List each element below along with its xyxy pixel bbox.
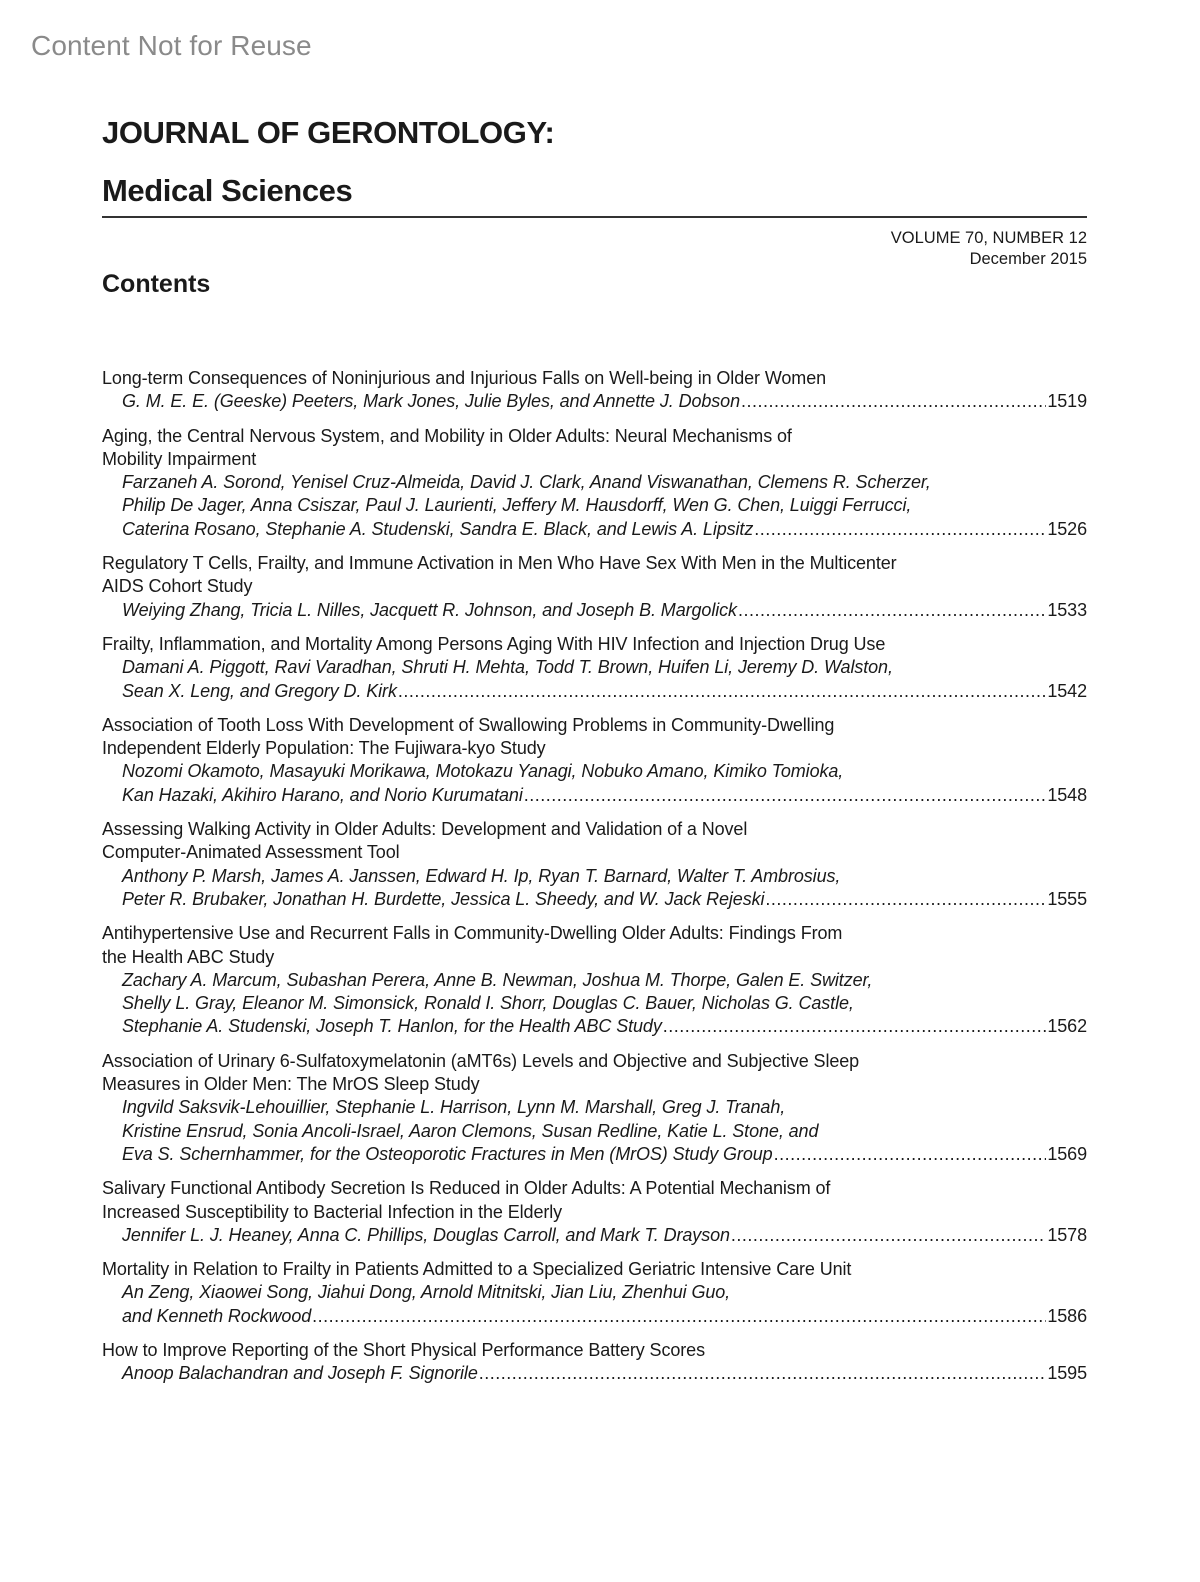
article-title-line: Computer-Animated Assessment Tool bbox=[102, 842, 400, 863]
article-authors-line: Ingvild Saksvik-Lehouillier, Stephanie L. Harrison, Lynn M. Marshall, Greg J. Tranah, bbox=[122, 1097, 786, 1118]
toc-entry[interactable] bbox=[102, 1339, 1087, 1386]
toc-entry[interactable] bbox=[102, 714, 1087, 807]
article-title-line: Regulatory T Cells, Frailty, and Immune Activation in Men Who Have Sex With Men in the Multicenter bbox=[102, 553, 897, 574]
article-authors-last: G. M. E. E. (Geeske) Peeters, Mark Jones, Julie Byles, and Annette J. Dobson bbox=[122, 391, 741, 412]
page-number[interactable]: 1519 bbox=[1047, 391, 1087, 412]
authors-page-line bbox=[102, 784, 1087, 807]
article-authors-line: Kristine Ensrud, Sonia Ancoli-Israel, Aaron Clemons, Susan Redline, Katie L. Stone, and bbox=[122, 1120, 819, 1141]
article-authors-line: Zachary A. Marcum, Subashan Perera, Anne B. Newman, Joshua M. Thorpe, Galen E. Switzer, bbox=[122, 969, 873, 990]
issue-info bbox=[891, 228, 1087, 270]
article-title-line: Antihypertensive Use and Recurrent Falls in Community-Dwelling Older Adults: Findings From bbox=[102, 923, 843, 944]
authors-page-line bbox=[102, 680, 1087, 703]
toc-entry[interactable] bbox=[102, 1177, 1087, 1247]
authors-page-line bbox=[102, 888, 1087, 911]
article-title-line: How to Improve Reporting of the Short Physical Performance Battery Scores bbox=[102, 1339, 705, 1360]
page-number[interactable]: 1555 bbox=[1047, 888, 1087, 909]
watermark-text: Content Not for Reuse bbox=[31, 30, 312, 61]
authors-page-line bbox=[102, 1143, 1087, 1166]
article-authors-last: Stephanie A. Studenski, Joseph T. Hanlon, for the Health ABC Study bbox=[122, 1016, 662, 1037]
article-title-line: Mortality in Relation to Frailty in Patients Admitted to a Specialized Geriatric Intensive Care Unit bbox=[102, 1259, 852, 1280]
authors-page-line bbox=[102, 390, 1087, 413]
toc-entry[interactable] bbox=[102, 633, 1087, 703]
page-number[interactable]: 1526 bbox=[1047, 518, 1087, 539]
article-authors-line: Philip De Jager, Anna Csiszar, Paul J. Laurienti, Jeffery M. Hausdorff, Wen G. Chen, Luiggi Ferrucci, bbox=[122, 495, 912, 516]
journal-subtitle: Medical Sciences bbox=[102, 173, 353, 208]
article-authors-last: Kan Hazaki, Akihiro Harano, and Norio Kurumatani bbox=[122, 784, 523, 805]
article-title-line: Association of Urinary 6-Sulfatoxymelatonin (aMT6s) Levels and Objective and Subjective Sleep bbox=[102, 1050, 860, 1071]
authors-page-line bbox=[102, 518, 1087, 541]
dot-leader bbox=[765, 888, 1046, 911]
toc-entry[interactable] bbox=[102, 922, 1087, 1038]
article-authors-line: Anthony P. Marsh, James A. Janssen, Edward H. Ip, Ryan T. Barnard, Walter T. Ambrosius, bbox=[122, 865, 841, 886]
page-number[interactable]: 1578 bbox=[1047, 1224, 1087, 1245]
dot-leader bbox=[663, 1015, 1047, 1038]
page-number[interactable]: 1569 bbox=[1047, 1143, 1087, 1164]
dot-leader bbox=[741, 390, 1046, 413]
article-title-line: Salivary Functional Antibody Secretion Is Reduced in Older Adults: A Potential Mechanism of bbox=[102, 1178, 831, 1199]
article-authors-last: and Kenneth Rockwood bbox=[122, 1305, 312, 1326]
title-rule bbox=[102, 216, 1087, 218]
page-number[interactable]: 1533 bbox=[1047, 599, 1087, 620]
page-number[interactable]: 1595 bbox=[1047, 1363, 1087, 1384]
article-authors-last: Peter R. Brubaker, Jonathan H. Burdette, Jessica L. Sheedy, and W. Jack Rejeski bbox=[122, 888, 765, 909]
authors-page-line bbox=[102, 1305, 1087, 1328]
authors-page-line bbox=[102, 1224, 1087, 1247]
page-number[interactable]: 1562 bbox=[1047, 1016, 1087, 1037]
toc-entry[interactable] bbox=[102, 1258, 1087, 1328]
article-title-line: AIDS Cohort Study bbox=[102, 576, 253, 597]
article-title-line: Assessing Walking Activity in Older Adults: Development and Validation of a Novel bbox=[102, 819, 748, 840]
article-authors-line: Nozomi Okamoto, Masayuki Morikawa, Motokazu Yanagi, Nobuko Amano, Kimiko Tomioka, bbox=[122, 761, 844, 782]
authors-page-line bbox=[102, 599, 1087, 622]
authors-page-line bbox=[102, 1015, 1087, 1038]
toc-entry[interactable] bbox=[102, 425, 1087, 541]
dot-leader bbox=[731, 1224, 1046, 1247]
article-authors-last: Weiying Zhang, Tricia L. Nilles, Jacquett R. Johnson, and Joseph B. Margolick bbox=[122, 599, 737, 620]
article-title-line: Long-term Consequences of Noninjurious and Injurious Falls on Well-being in Older Women bbox=[102, 368, 827, 388]
authors-page-line bbox=[102, 1362, 1087, 1385]
article-authors-last: Jennifer L. J. Heaney, Anna C. Phillips, Douglas Carroll, and Mark T. Drayson bbox=[122, 1224, 730, 1245]
toc-entry[interactable] bbox=[102, 1050, 1087, 1166]
dot-leader bbox=[398, 680, 1046, 703]
dot-leader bbox=[479, 1362, 1047, 1385]
page-number[interactable]: 1586 bbox=[1047, 1305, 1087, 1326]
article-authors-last: Eva S. Schernhammer, for the Osteoporotic Fractures in Men (MrOS) Study Group bbox=[122, 1143, 773, 1164]
article-title-line: Association of Tooth Loss With Development of Swallowing Problems in Community-Dwelling bbox=[102, 714, 835, 735]
article-title-line: Aging, the Central Nervous System, and Mobility in Older Adults: Neural Mechanisms of bbox=[102, 425, 792, 446]
article-title-line: Measures in Older Men: The MrOS Sleep Study bbox=[102, 1074, 480, 1095]
dot-leader bbox=[524, 784, 1047, 807]
dot-leader bbox=[738, 599, 1046, 622]
issue-date: December 2015 bbox=[969, 250, 1087, 268]
article-title-line: Frailty, Inflammation, and Mortality Among Persons Aging With HIV Infection and Injection Drug Use bbox=[102, 633, 886, 654]
article-title-line: Mobility Impairment bbox=[102, 448, 257, 469]
dot-leader bbox=[754, 518, 1046, 541]
article-authors-line: Shelly L. Gray, Eleanor M. Simonsick, Ronald I. Shorr, Douglas C. Bauer, Nicholas G. Castle, bbox=[122, 993, 854, 1014]
article-title-line: Increased Susceptibility to Bacterial Infection in the Elderly bbox=[102, 1201, 563, 1222]
toc-entry[interactable] bbox=[102, 818, 1087, 911]
article-authors-last: Sean X. Leng, and Gregory D. Kirk bbox=[122, 680, 397, 701]
page-number[interactable]: 1548 bbox=[1047, 784, 1087, 805]
article-title-line: the Health ABC Study bbox=[102, 946, 275, 967]
article-title-line: Independent Elderly Population: The Fujiwara-kyo Study bbox=[102, 738, 546, 759]
toc-entry[interactable] bbox=[102, 552, 1087, 622]
article-authors-last: Anoop Balachandran and Joseph F. Signorile bbox=[122, 1363, 478, 1384]
page-number[interactable]: 1542 bbox=[1047, 680, 1087, 701]
toc-entry[interactable] bbox=[102, 367, 1087, 414]
contents-heading: Contents bbox=[102, 270, 211, 298]
article-authors-line: Damani A. Piggott, Ravi Varadhan, Shruti H. Mehta, Todd T. Brown, Huifen Li, Jeremy D. Walston, bbox=[122, 657, 893, 678]
journal-title: JOURNAL OF GERONTOLOGY: bbox=[102, 115, 555, 150]
article-authors-line: An Zeng, Xiaowei Song, Jiahui Dong, Arnold Mitnitski, Jian Liu, Zhenhui Guo, bbox=[122, 1282, 731, 1303]
article-authors-line: Farzaneh A. Sorond, Yenisel Cruz-Almeida, David J. Clark, Anand Viswanathan, Clemens R. Scherzer, bbox=[122, 472, 931, 493]
dot-leader bbox=[774, 1143, 1047, 1166]
dot-leader bbox=[312, 1305, 1046, 1328]
volume-number: VOLUME 70, NUMBER 12 bbox=[890, 229, 1087, 247]
table-of-contents bbox=[102, 367, 1087, 1397]
article-authors-last: Caterina Rosano, Stephanie A. Studenski, Sandra E. Black, and Lewis A. Lipsitz bbox=[122, 518, 754, 539]
